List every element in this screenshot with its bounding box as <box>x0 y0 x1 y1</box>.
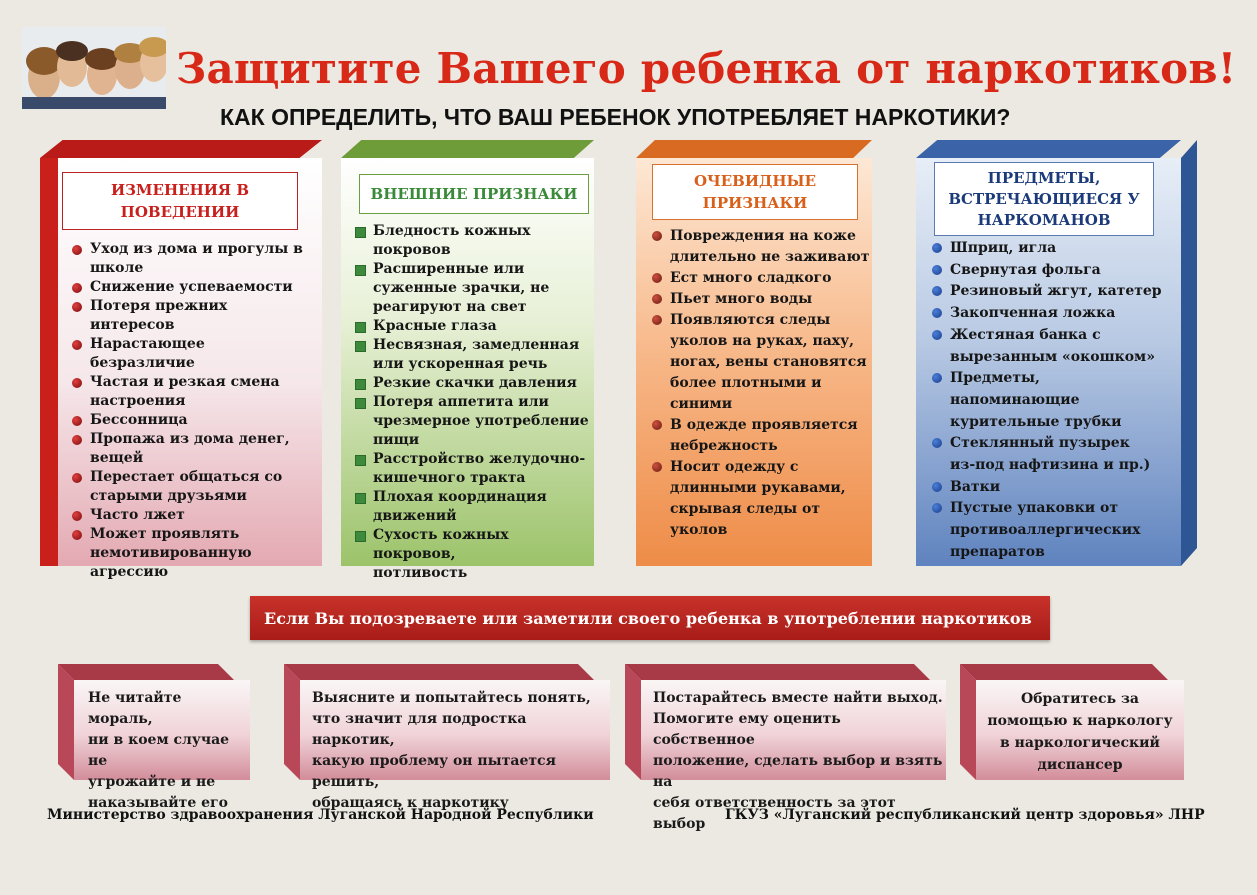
list-item: Снижение успеваемости <box>70 278 310 297</box>
column-item-list <box>353 222 589 583</box>
column-top-face <box>916 140 1181 158</box>
bullet-icon <box>652 294 662 304</box>
advice-box-find-solution <box>641 680 946 832</box>
list-item: Плохая координация движений <box>353 488 589 526</box>
bullet-icon <box>72 283 82 293</box>
bullet-icon <box>652 462 662 472</box>
teen-group-photo <box>22 27 166 109</box>
list-item: Частая и резкая смена настроения <box>70 373 310 411</box>
list-item: Закопченная ложка <box>930 303 1170 325</box>
column-top-face <box>40 140 322 158</box>
column-behavior-changes <box>40 158 322 580</box>
list-item: Уход из дома и прогулы в школе <box>70 240 310 278</box>
list-item: Потеря аппетита или чрезмерное употребление пищи <box>353 393 589 450</box>
list-item: Пустые упаковки от противоаллергических препаратов <box>930 498 1170 563</box>
advice-box-understand <box>300 680 610 811</box>
list-item: Резиновый жгут, катетер <box>930 281 1170 303</box>
column-label: ИЗМЕНЕНИЯ В ПОВЕДЕНИИ <box>62 172 298 230</box>
list-item: Потеря прежних интересов <box>70 297 310 335</box>
column-drug-items <box>916 158 1181 566</box>
bullet-icon <box>72 340 82 350</box>
bullet-icon <box>72 302 82 312</box>
bullet-icon <box>355 493 366 504</box>
bullet-icon <box>932 503 942 513</box>
list-item: Расширенные или суженные зрачки, не реагируют на свет <box>353 260 589 317</box>
bullet-icon <box>72 530 82 540</box>
advice-text: Выясните и попытайтесь понять, что значит для подростка наркотик, какую проблему он пытается решить, обращаясь к наркотику <box>312 690 591 811</box>
page-subtitle: КАК ОПРЕДЕЛИТЬ, ЧТО ВАШ РЕБЕНОК УПОТРЕБЛЯЕТ НАРКОТИКИ? <box>220 104 1011 130</box>
column-external-signs <box>341 158 594 581</box>
bullet-icon <box>652 420 662 430</box>
list-item: Бледность кожных покровов <box>353 222 589 260</box>
column-top-face <box>341 140 594 158</box>
list-item: Расстройство желудочно- кишечного тракта <box>353 450 589 488</box>
list-item: Нарастающее безразличие <box>70 335 310 373</box>
list-item: Ватки <box>930 477 1170 499</box>
bullet-icon <box>72 435 82 445</box>
bullet-icon <box>72 511 82 521</box>
list-item: Может проявлять немотивированную агрессию <box>70 525 310 582</box>
bullet-icon <box>652 315 662 325</box>
bullet-icon <box>355 227 366 238</box>
bullet-icon <box>932 482 942 492</box>
column-top-face <box>636 140 872 158</box>
bullet-icon <box>932 243 942 253</box>
bullet-icon <box>932 373 942 383</box>
bullet-icon <box>355 322 366 333</box>
list-item: Появляются следы уколов на руках, паху, ногах, вены становятся более плотными и синими <box>650 310 870 415</box>
bullet-icon <box>72 378 82 388</box>
list-item: Ест много сладкого <box>650 268 870 289</box>
bullet-icon <box>355 265 366 276</box>
bullet-icon <box>932 438 942 448</box>
bullet-icon <box>652 231 662 241</box>
footer-health-center: ГКУЗ «Луганский республиканский центр здоровья» ЛНР <box>725 807 1205 823</box>
list-item: Несвязная, замедленная или ускоренная речь <box>353 336 589 374</box>
list-item: Сухость кожных покровов, потливость <box>353 526 589 583</box>
bullet-icon <box>355 455 366 466</box>
bullet-icon <box>72 416 82 426</box>
column-side-face <box>1181 140 1197 566</box>
advice-text: Не читайте мораль, ни в коем случае не угрожайте и не наказывайте его <box>88 690 230 811</box>
bullet-icon <box>355 398 366 409</box>
column-item-list <box>650 226 870 541</box>
list-item: Свернутая фольга <box>930 260 1170 282</box>
list-item: Перестает общаться со старыми друзьями <box>70 468 310 506</box>
list-item: Красные глаза <box>353 317 589 336</box>
column-label: ВНЕШНИЕ ПРИЗНАКИ <box>359 174 589 214</box>
advice-box-narcologist <box>976 680 1184 780</box>
list-item: Бессонница <box>70 411 310 430</box>
warning-banner: Если Вы подозреваете или заметили своего ребенка в употреблении наркотиков <box>250 596 1050 640</box>
bullet-icon <box>72 245 82 255</box>
bullet-icon <box>355 531 366 542</box>
bullet-icon <box>355 341 366 352</box>
list-item: Повреждения на коже длительно не заживают <box>650 226 870 268</box>
column-item-list <box>930 238 1170 564</box>
column-item-list <box>70 240 310 582</box>
bullet-icon <box>932 308 942 318</box>
footer-ministry: Министерство здравоохранения Луганской Народной Республики <box>47 807 594 823</box>
list-item: Пропажа из дома денег, вещей <box>70 430 310 468</box>
list-item: Пьет много воды <box>650 289 870 310</box>
page-title: Защитите Вашего ребенка от наркотиков! <box>176 44 1237 93</box>
list-item: Часто лжет <box>70 506 310 525</box>
advice-text: Постарайтесь вместе найти выход. Помогите ему оценить собственное положение, сделать выбор и взять на себя ответственность за этот выбор <box>653 690 943 832</box>
advice-text: Обратитесь за помощью к наркологу в наркологический диспансер <box>987 691 1173 773</box>
bullet-icon <box>72 473 82 483</box>
list-item: Жестяная банка с вырезанным «окошком» <box>930 325 1170 368</box>
column-label: ОЧЕВИДНЫЕ ПРИЗНАКИ <box>652 164 858 220</box>
column-label: ПРЕДМЕТЫ, ВСТРЕЧАЮЩИЕСЯ У НАРКОМАНОВ <box>934 162 1154 236</box>
list-item: Стеклянный пузырек из-под нафтизина и пр.) <box>930 433 1170 476</box>
list-item: Резкие скачки давления <box>353 374 589 393</box>
column-obvious-signs <box>636 158 872 566</box>
list-item: Шприц, игла <box>930 238 1170 260</box>
bullet-icon <box>932 265 942 275</box>
list-item: Предметы, напоминающие курительные трубки <box>930 368 1170 433</box>
advice-box-no-moralizing <box>74 680 250 811</box>
bullet-icon <box>932 286 942 296</box>
bullet-icon <box>932 330 942 340</box>
list-item: Носит одежду с длинными рукавами, скрывая следы от уколов <box>650 457 870 541</box>
bullet-icon <box>652 273 662 283</box>
bullet-icon <box>355 379 366 390</box>
list-item: В одежде проявляется небрежность <box>650 415 870 457</box>
